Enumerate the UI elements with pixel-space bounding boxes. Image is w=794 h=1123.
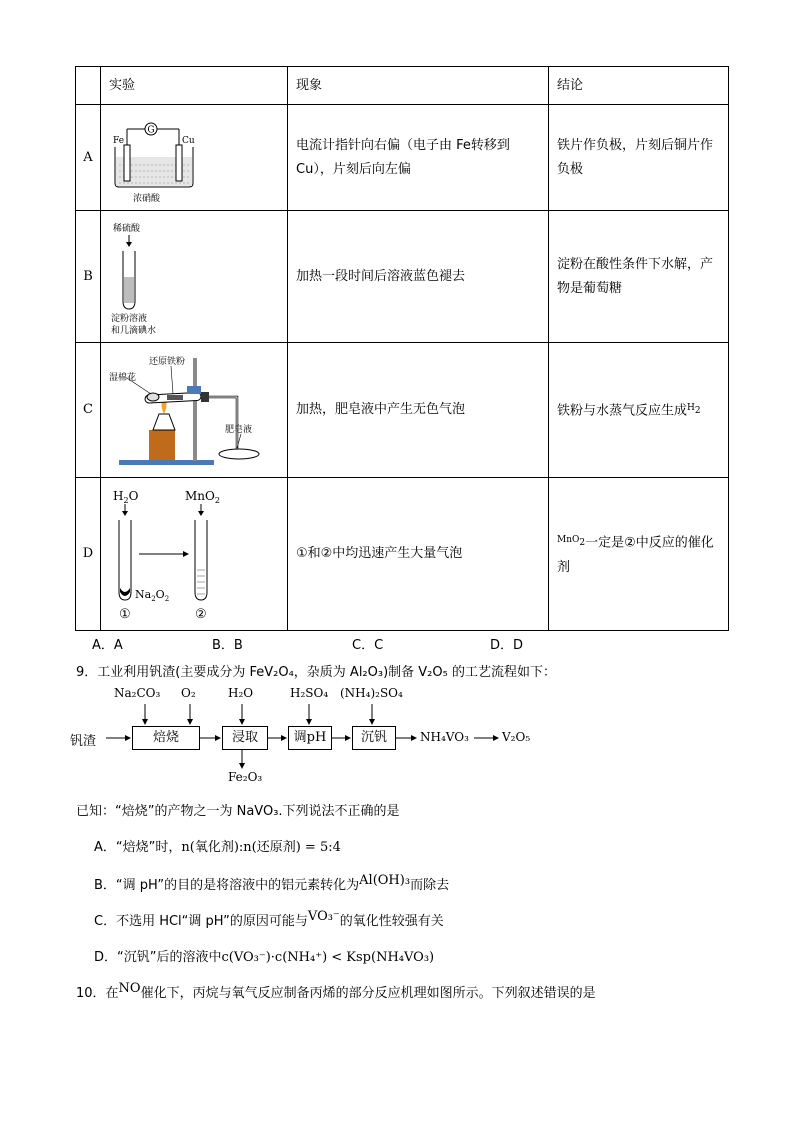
q8-option-c: C．C [352, 638, 384, 653]
table-row [76, 105, 729, 211]
row-label: A [76, 105, 101, 211]
soap-label: 肥皂液 [225, 425, 253, 435]
q9-option-b [94, 874, 449, 893]
flow-step-adjust-ph: 调pH [288, 726, 332, 750]
phenomenon-a: 电流计指针向右偏（电子由 Fe转移到 Cu），片刻后向左偏 [288, 105, 549, 211]
soap-dish [219, 449, 259, 459]
phenomenon-d: ①和②中均迅速产生大量气泡 [288, 478, 549, 631]
conclusion-a: 铁片作负极，片刻后铜片作负极 [549, 105, 729, 211]
tube-2-label: ② [195, 607, 207, 622]
row-label: B [76, 211, 101, 343]
iron-powder-label: 还原铁粉 [149, 357, 186, 367]
lamp-box [149, 430, 175, 460]
q8-table [75, 66, 729, 631]
q9-stem: 9．工业利用钒渣(主要成分为 FeV₂O₄，杂质为 Al₂O₃)制备 V₂O₅ 的工艺流程如下： [76, 665, 556, 680]
header-experiment: 实验 [101, 67, 288, 105]
iron-powder [167, 395, 183, 400]
sulfuric-acid-label: 稀硫酸 [113, 223, 141, 234]
galvanometer-label: G [147, 125, 155, 135]
flow-byproduct: Fe₂O₃ [228, 770, 263, 784]
na2o2-label-text: $Na_2O_2$ [135, 588, 170, 603]
flow-input-h2o: H₂O [228, 686, 254, 700]
flow-input-h2so4: H₂SO₄ [290, 686, 329, 700]
tube-1 [119, 520, 131, 600]
iron-steam-apparatus-diagram [109, 350, 279, 470]
q8-option-d: D．D [490, 638, 524, 653]
phenomenon-b: 加热一段时间后溶液蓝色褪去 [288, 211, 549, 343]
galvanic-cell-diagram [109, 113, 229, 203]
q9-option-d-text: D．“沉钒”后的溶液中 [94, 950, 222, 965]
conclusion-d [549, 478, 729, 631]
flow-step-precipitate: 沉钒 [352, 726, 396, 750]
q9-flowchart [70, 686, 590, 786]
q9-option-d-formula: c(VO₃⁻)·c(NH₄⁺) < Ksp(NH₄VO₃) [221, 950, 435, 965]
table-row [76, 478, 729, 631]
table-row [76, 211, 729, 343]
table-header-row [76, 67, 729, 105]
figure-cell-b [101, 211, 288, 343]
conclusion-b: 淀粉在酸性条件下水解，产物是葡萄糖 [549, 211, 729, 343]
wet-cotton [147, 393, 159, 401]
q9-option-a-formula: n(氧化剂):n(还原剂) = 5:4 [181, 840, 341, 855]
row-label: C [76, 343, 101, 478]
flow-step-roast: 焙烧 [132, 726, 200, 750]
test-tube-starch-diagram [109, 217, 229, 337]
q9-option-c-text: C．不选用 HCl“调 pH”的原因可能与 [94, 914, 308, 929]
flow-start: 钒渣 [70, 734, 97, 749]
q9-option-a [94, 836, 341, 855]
q9-known: 已知：“焙烧”的产物之一为 NaVO₃.下列说法不正确的是 [76, 804, 400, 819]
cu-electrode [176, 145, 182, 181]
table-row [76, 343, 729, 478]
phenomenon-c: 加热，肥皂液中产生无色气泡 [288, 343, 549, 478]
starch-label-1: 淀粉溶液 [111, 313, 148, 324]
conclusion-c [549, 343, 729, 478]
cu-label: Cu [182, 135, 195, 146]
q10-prefix: 10．在 [76, 986, 119, 1001]
mno2-formula: MnO2 [557, 535, 586, 548]
q9-option-c-suffix: 的氧化性较强有关 [339, 914, 444, 929]
flow-input-na2co3: Na₂CO₃ [114, 686, 161, 700]
q9-option-b-text: B．“调 pH”的目的是将溶液中的铝元素转化为 [94, 878, 360, 893]
row-label: D [76, 478, 101, 631]
figure-cell-c [101, 343, 288, 478]
solution-label: 浓硝酸 [133, 193, 161, 203]
q10-suffix: 催化下，丙烷与氧气反应制备丙烯的部分反应机理如图所示。下列叙述错误的是 [140, 986, 596, 1001]
q9-option-b-formula: Al(OH)₃ [359, 873, 411, 888]
figure-cell-d [101, 478, 288, 631]
q9-option-c-formula: VO₃⁻ [307, 909, 340, 924]
conclusion-d-text: 一定是②中反应的催化剂 [557, 535, 714, 575]
header-conclusion: 结论 [549, 67, 729, 105]
q9-option-c [94, 910, 444, 929]
q10-stem [76, 982, 596, 1001]
flow-input-nh4so4: (NH₄)₂SO₄ [340, 686, 403, 700]
q9-option-d [94, 946, 434, 965]
flow-input-o2: O₂ [181, 686, 196, 700]
q9-option-b-suffix: 而除去 [410, 878, 450, 893]
q10-formula: NO [118, 981, 141, 996]
figure-cell-a [101, 105, 288, 211]
conclusion-c-text: 铁粉与水蒸气反应生成 [557, 403, 688, 419]
flow-step-leach: 浸取 [222, 726, 268, 750]
stand-rod [193, 358, 197, 461]
q8-option-a: A．A [92, 638, 123, 653]
starch-label-2: 和几滴碘水 [111, 325, 157, 336]
flow-product-2: V₂O₅ [502, 730, 531, 744]
header-phenomenon: 现象 [288, 67, 549, 105]
alcohol-lamp [153, 414, 175, 430]
h2o-label-text: $H_2O$ [113, 489, 139, 505]
flow-product-1: NH₄VO₃ [420, 730, 469, 744]
wet-cotton-label: 湿棉花 [109, 373, 137, 383]
peroxide-test-tubes-diagram [109, 484, 269, 624]
fe-label: Fe [113, 135, 125, 146]
mno2-label-text: MnO$_2$ [185, 489, 220, 505]
q9-option-a-text: A．“焙烧”时， [94, 840, 182, 855]
header-empty [76, 67, 101, 105]
tube-1-label: ① [119, 607, 131, 622]
fe-electrode [124, 145, 130, 181]
q8-option-b: B．B [212, 638, 243, 653]
stand-base [119, 460, 214, 465]
h2-formula: H2 [687, 403, 701, 416]
